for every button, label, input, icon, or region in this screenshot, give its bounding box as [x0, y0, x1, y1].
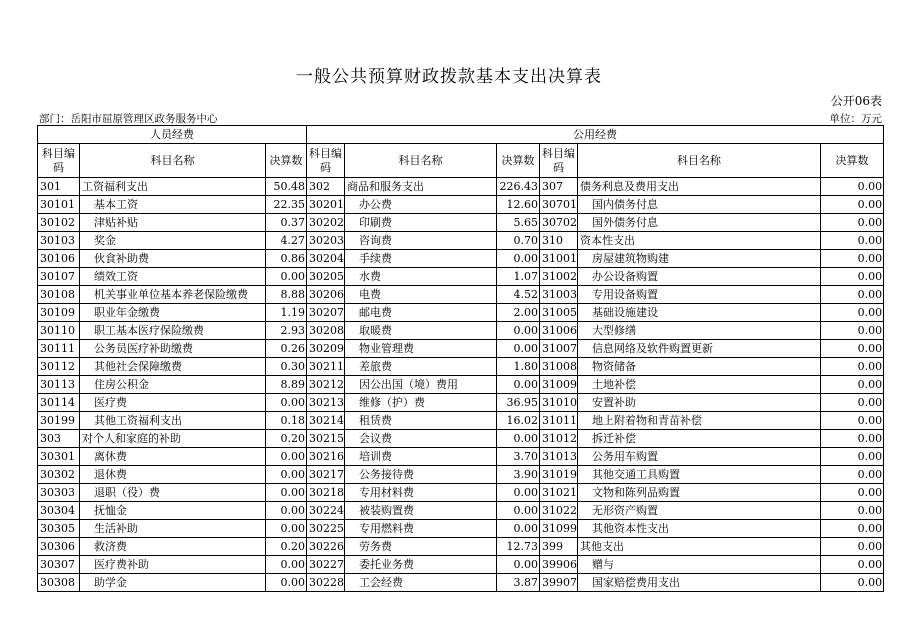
cell-name: 国外债务付息	[578, 214, 821, 232]
cell-code: 30113	[38, 376, 80, 394]
cell-amount: 4.27	[266, 232, 307, 250]
cell-amount: 0.00	[266, 502, 307, 520]
cell-name: 物资储备	[578, 358, 821, 376]
cell-amount: 0.00	[821, 322, 884, 340]
cell-amount: 1.19	[266, 304, 307, 322]
cell-code: 30206	[307, 286, 345, 304]
cell-code: 30226	[307, 538, 345, 556]
cell-code: 30212	[307, 376, 345, 394]
header-amount: 决算数	[821, 144, 884, 178]
cell-amount: 0.00	[266, 574, 307, 592]
cell-code: 30108	[38, 286, 80, 304]
table-row	[38, 448, 884, 466]
cell-name: 救济费	[80, 538, 266, 556]
cell-amount: 0.18	[266, 412, 307, 430]
header-amount: 决算数	[497, 144, 540, 178]
cell-name: 会议费	[345, 430, 497, 448]
column-header-row	[38, 144, 884, 178]
cell-name: 赠与	[578, 556, 821, 574]
cell-name: 被装购置费	[345, 502, 497, 520]
cell-name: 取暖费	[345, 322, 497, 340]
cell-code: 30107	[38, 268, 80, 286]
cell-name: 手续费	[345, 250, 497, 268]
cell-amount: 0.00	[821, 520, 884, 538]
cell-code: 30207	[307, 304, 345, 322]
cell-amount: 0.00	[821, 250, 884, 268]
cell-code: 31021	[540, 484, 578, 502]
cell-name: 因公出国（境）费用	[345, 376, 497, 394]
cell-name: 办公设备购置	[578, 268, 821, 286]
cell-name: 租赁费	[345, 412, 497, 430]
cell-name: 资本性支出	[578, 232, 821, 250]
cell-name: 债务利息及费用支出	[578, 178, 821, 196]
cell-name: 退职（役）费	[80, 484, 266, 502]
cell-code: 30101	[38, 196, 80, 214]
cell-amount: 2.00	[497, 304, 540, 322]
cell-name: 劳务费	[345, 538, 497, 556]
cell-name: 国内债务付息	[578, 196, 821, 214]
cell-name: 医疗费	[80, 394, 266, 412]
cell-code: 30228	[307, 574, 345, 592]
cell-amount: 0.00	[821, 430, 884, 448]
cell-amount: 0.86	[266, 250, 307, 268]
cell-amount: 0.00	[821, 448, 884, 466]
cell-code: 31001	[540, 250, 578, 268]
cell-code: 31006	[540, 322, 578, 340]
cell-name: 工会经费	[345, 574, 497, 592]
cell-code: 30213	[307, 394, 345, 412]
cell-name: 专用燃料费	[345, 520, 497, 538]
cell-code: 301	[38, 178, 80, 196]
header-code: 科目编码	[307, 144, 345, 178]
cell-amount: 0.00	[821, 286, 884, 304]
department-label: 部门：岳阳市屈原管理区政务服务中心	[39, 113, 218, 125]
cell-code: 31022	[540, 502, 578, 520]
cell-name: 土地补偿	[578, 376, 821, 394]
cell-name: 其他交通工具购置	[578, 466, 821, 484]
cell-amount: 226.43	[497, 178, 540, 196]
cell-amount: 0.00	[266, 556, 307, 574]
cell-code: 30216	[307, 448, 345, 466]
cell-amount: 0.26	[266, 340, 307, 358]
cell-name: 国家赔偿费用支出	[578, 574, 821, 592]
cell-code: 30218	[307, 484, 345, 502]
cell-amount: 0.00	[821, 232, 884, 250]
cell-name: 专用材料费	[345, 484, 497, 502]
cell-code: 30214	[307, 412, 345, 430]
cell-name: 邮电费	[345, 304, 497, 322]
cell-amount: 0.00	[821, 196, 884, 214]
cell-amount: 0.00	[497, 340, 540, 358]
group-public: 公用经费	[307, 126, 884, 144]
cell-amount: 0.00	[821, 214, 884, 232]
cell-amount: 12.60	[497, 196, 540, 214]
cell-amount: 0.00	[497, 430, 540, 448]
table-row	[38, 322, 884, 340]
cell-code: 30211	[307, 358, 345, 376]
cell-code: 30209	[307, 340, 345, 358]
cell-name: 对个人和家庭的补助	[80, 430, 266, 448]
cell-code: 31005	[540, 304, 578, 322]
cell-name: 生活补助	[80, 520, 266, 538]
cell-code: 307	[540, 178, 578, 196]
table-row	[38, 394, 884, 412]
cell-code: 31009	[540, 376, 578, 394]
cell-name: 职工基本医疗保险缴费	[80, 322, 266, 340]
cell-code: 31013	[540, 448, 578, 466]
cell-code: 30307	[38, 556, 80, 574]
cell-amount: 8.88	[266, 286, 307, 304]
cell-amount: 0.00	[821, 466, 884, 484]
cell-code: 30227	[307, 556, 345, 574]
cell-amount: 3.70	[497, 448, 540, 466]
cell-name: 文物和陈列品购置	[578, 484, 821, 502]
cell-amount: 0.00	[821, 340, 884, 358]
cell-name: 医疗费补助	[80, 556, 266, 574]
table-row	[38, 304, 884, 322]
cell-amount: 0.00	[497, 322, 540, 340]
cell-name: 伙食补助费	[80, 250, 266, 268]
cell-code: 39907	[540, 574, 578, 592]
cell-amount: 36.95	[497, 394, 540, 412]
cell-name: 机关事业单位基本养老保险缴费	[80, 286, 266, 304]
header-name: 科目名称	[578, 144, 821, 178]
cell-code: 30217	[307, 466, 345, 484]
group-personnel: 人员经费	[38, 126, 307, 144]
cell-amount: 3.87	[497, 574, 540, 592]
cell-name: 安置补助	[578, 394, 821, 412]
cell-name: 津贴补贴	[80, 214, 266, 232]
table-row	[38, 538, 884, 556]
cell-name: 公务用车购置	[578, 448, 821, 466]
cell-name: 物业管理费	[345, 340, 497, 358]
cell-code: 30199	[38, 412, 80, 430]
cell-code: 30110	[38, 322, 80, 340]
cell-name: 电费	[345, 286, 497, 304]
cell-name: 离休费	[80, 448, 266, 466]
cell-amount: 1.07	[497, 268, 540, 286]
group-header-row	[38, 126, 884, 144]
cell-amount: 0.00	[821, 484, 884, 502]
cell-name: 房屋建筑物购建	[578, 250, 821, 268]
table-row	[38, 502, 884, 520]
table-row	[38, 574, 884, 592]
header-amount: 决算数	[266, 144, 307, 178]
cell-name: 职业年金缴费	[80, 304, 266, 322]
cell-name: 其他资本性支出	[578, 520, 821, 538]
cell-name: 水费	[345, 268, 497, 286]
table-row	[38, 556, 884, 574]
cell-amount: 0.00	[821, 304, 884, 322]
cell-amount: 0.00	[821, 376, 884, 394]
table-row	[38, 340, 884, 358]
cell-name: 维修（护）费	[345, 394, 497, 412]
cell-code: 31007	[540, 340, 578, 358]
table-row	[38, 232, 884, 250]
cell-code: 30109	[38, 304, 80, 322]
cell-code: 30302	[38, 466, 80, 484]
cell-name: 工资福利支出	[80, 178, 266, 196]
cell-amount: 0.00	[266, 448, 307, 466]
cell-amount: 0.00	[821, 358, 884, 376]
cell-code: 310	[540, 232, 578, 250]
cell-amount: 22.35	[266, 196, 307, 214]
cell-name: 商品和服务支出	[345, 178, 497, 196]
table-row	[38, 286, 884, 304]
cell-code: 31003	[540, 286, 578, 304]
table-row	[38, 412, 884, 430]
cell-amount: 0.00	[266, 520, 307, 538]
table-row	[38, 196, 884, 214]
cell-code: 30224	[307, 502, 345, 520]
cell-amount: 0.70	[497, 232, 540, 250]
cell-code: 30306	[38, 538, 80, 556]
cell-code: 31011	[540, 412, 578, 430]
cell-amount: 0.30	[266, 358, 307, 376]
cell-code: 30106	[38, 250, 80, 268]
cell-amount: 0.00	[497, 556, 540, 574]
cell-name: 其他工资福利支出	[80, 412, 266, 430]
cell-code: 30702	[540, 214, 578, 232]
table-row	[38, 358, 884, 376]
cell-name: 公务接待费	[345, 466, 497, 484]
cell-amount: 0.00	[821, 394, 884, 412]
cell-code: 30102	[38, 214, 80, 232]
cell-amount: 12.73	[497, 538, 540, 556]
cell-amount: 0.00	[821, 556, 884, 574]
cell-name: 大型修缮	[578, 322, 821, 340]
cell-name: 委托业务费	[345, 556, 497, 574]
cell-name: 绩效工资	[80, 268, 266, 286]
cell-code: 30701	[540, 196, 578, 214]
cell-code: 30201	[307, 196, 345, 214]
table-row	[38, 376, 884, 394]
cell-amount: 0.00	[821, 502, 884, 520]
unit-label: 单位：万元	[829, 113, 882, 125]
cell-name: 地上附着物和青苗补偿	[578, 412, 821, 430]
cell-amount: 0.00	[821, 178, 884, 196]
cell-amount: 5.65	[497, 214, 540, 232]
cell-amount: 50.48	[266, 178, 307, 196]
cell-amount: 0.00	[266, 484, 307, 502]
header-code: 科目编码	[38, 144, 80, 178]
cell-amount: 0.00	[821, 538, 884, 556]
expenditure-table	[37, 125, 884, 592]
cell-code: 30301	[38, 448, 80, 466]
cell-name: 基础设施建设	[578, 304, 821, 322]
table-row	[38, 520, 884, 538]
cell-code: 30225	[307, 520, 345, 538]
cell-name: 助学金	[80, 574, 266, 592]
cell-code: 302	[307, 178, 345, 196]
cell-code: 30103	[38, 232, 80, 250]
cell-amount: 0.00	[266, 268, 307, 286]
cell-code: 39906	[540, 556, 578, 574]
cell-code: 31008	[540, 358, 578, 376]
cell-name: 专用设备购置	[578, 286, 821, 304]
cell-code: 30202	[307, 214, 345, 232]
cell-code: 30111	[38, 340, 80, 358]
cell-name: 咨询费	[345, 232, 497, 250]
cell-code: 399	[540, 538, 578, 556]
cell-name: 培训费	[345, 448, 497, 466]
cell-code: 30112	[38, 358, 80, 376]
cell-code: 30204	[307, 250, 345, 268]
table-row	[38, 268, 884, 286]
cell-code: 303	[38, 430, 80, 448]
table-row	[38, 214, 884, 232]
header-code: 科目编码	[540, 144, 578, 178]
cell-name: 住房公积金	[80, 376, 266, 394]
cell-name: 基本工资	[80, 196, 266, 214]
cell-amount: 0.00	[497, 376, 540, 394]
cell-code: 30303	[38, 484, 80, 502]
cell-code: 31002	[540, 268, 578, 286]
form-number: 公开06表	[830, 94, 882, 108]
cell-amount: 0.00	[266, 466, 307, 484]
cell-amount: 3.90	[497, 466, 540, 484]
cell-amount: 1.80	[497, 358, 540, 376]
report-title: 一般公共预算财政拨款基本支出决算表	[296, 67, 602, 87]
table-row	[38, 466, 884, 484]
cell-name: 退休费	[80, 466, 266, 484]
cell-amount: 0.00	[497, 502, 540, 520]
cell-amount: 0.00	[497, 484, 540, 502]
cell-amount: 16.02	[497, 412, 540, 430]
cell-name: 公务员医疗补助缴费	[80, 340, 266, 358]
header-name: 科目名称	[80, 144, 266, 178]
cell-amount: 2.93	[266, 322, 307, 340]
cell-amount: 4.52	[497, 286, 540, 304]
cell-code: 31019	[540, 466, 578, 484]
cell-name: 拆迁补偿	[578, 430, 821, 448]
cell-code: 30305	[38, 520, 80, 538]
cell-amount: 0.00	[266, 394, 307, 412]
table-row	[38, 178, 884, 196]
cell-amount: 0.00	[821, 574, 884, 592]
cell-amount: 0.00	[497, 250, 540, 268]
cell-name: 信息网络及软件购置更新	[578, 340, 821, 358]
cell-code: 30308	[38, 574, 80, 592]
cell-amount: 0.00	[821, 412, 884, 430]
cell-amount: 0.37	[266, 214, 307, 232]
table-row	[38, 484, 884, 502]
cell-name: 抚恤金	[80, 502, 266, 520]
cell-code: 31010	[540, 394, 578, 412]
cell-code: 31012	[540, 430, 578, 448]
cell-code: 30215	[307, 430, 345, 448]
cell-amount: 0.00	[821, 268, 884, 286]
cell-amount: 0.20	[266, 430, 307, 448]
cell-amount: 8.89	[266, 376, 307, 394]
table-row	[38, 250, 884, 268]
cell-name: 差旅费	[345, 358, 497, 376]
cell-name: 其他支出	[578, 538, 821, 556]
cell-name: 印刷费	[345, 214, 497, 232]
header-name: 科目名称	[345, 144, 497, 178]
cell-name: 办公费	[345, 196, 497, 214]
cell-code: 30208	[307, 322, 345, 340]
cell-name: 奖金	[80, 232, 266, 250]
cell-code: 30114	[38, 394, 80, 412]
cell-amount: 0.00	[497, 520, 540, 538]
cell-name: 无形资产购置	[578, 502, 821, 520]
cell-code: 30304	[38, 502, 80, 520]
cell-code: 30203	[307, 232, 345, 250]
cell-amount: 0.20	[266, 538, 307, 556]
cell-code: 31099	[540, 520, 578, 538]
cell-name: 其他社会保障缴费	[80, 358, 266, 376]
table-row	[38, 430, 884, 448]
cell-code: 30205	[307, 268, 345, 286]
